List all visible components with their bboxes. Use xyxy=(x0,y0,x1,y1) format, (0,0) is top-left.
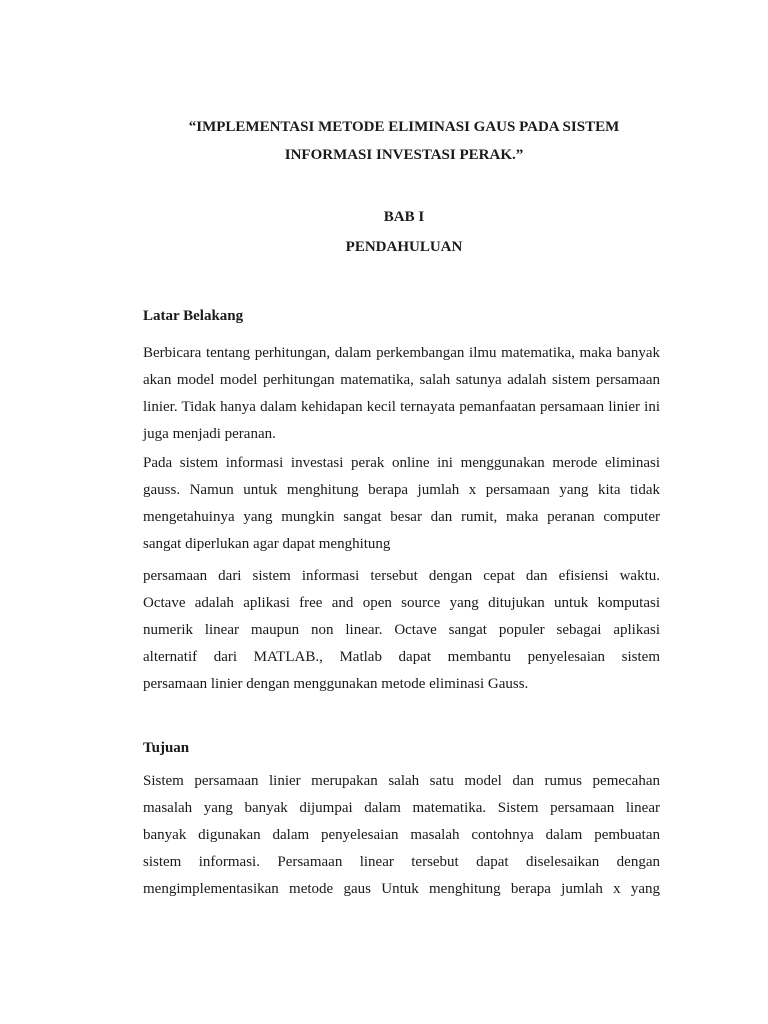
text-line: Octave adalah aplikasi free and open source yang ditujukan untuk komputasi xyxy=(143,595,660,611)
section-heading-latar-belakang: Latar Belakang xyxy=(143,308,244,324)
title-line: INFORMASI INVESTASI PERAK.” xyxy=(284,147,524,163)
text-line: linier. Tidak hanya dalam kehidapan kecil ternayata pemanfaatan persamaan linier ini xyxy=(143,399,660,415)
text-line: banyak digunakan dalam penyelesaian masalah contohnya dalam pembuatan xyxy=(143,827,660,843)
text-line: gauss. Namun untuk menghitung berapa jumlah x persamaan yang kita tidak xyxy=(143,482,660,498)
text-line: numerik linear maupun non linear. Octave sangat populer sebagai aplikasi xyxy=(143,622,660,638)
text-line: akan model model perhitungan matematika, salah satunya adalah sistem persamaan xyxy=(143,372,660,388)
text-line: Sistem persamaan linier merupakan salah satu model dan rumus pemecahan xyxy=(143,773,660,789)
chapter-heading xyxy=(120,202,688,262)
text-line: mengetahuinya yang mungkin sangat besar dan rumit, maka peranan computer xyxy=(143,509,660,525)
text-line: Pada sistem informasi investasi perak online ini menggunakan merode eliminasi xyxy=(143,455,660,471)
text-line: sistem informasi. Persamaan linear tersebut dapat diselesaikan dengan xyxy=(143,854,660,870)
paragraph xyxy=(143,340,660,448)
chapter-title: PENDAHULUAN xyxy=(345,239,463,255)
document-title xyxy=(120,113,688,169)
text-line: juga menjadi peranan. xyxy=(143,426,276,442)
paragraph xyxy=(143,768,660,903)
text-line: mengimplementasikan metode gaus Untuk menghitung berapa jumlah x yang xyxy=(143,881,660,897)
section-heading-tujuan: Tujuan xyxy=(143,740,190,756)
chapter-number: BAB I xyxy=(383,209,425,225)
text-line: Berbicara tentang perhitungan, dalam perkembangan ilmu matematika, maka banyak xyxy=(143,345,660,361)
text-line: sangat diperlukan agar dapat menghitung xyxy=(143,536,391,552)
paragraph xyxy=(143,563,660,698)
text-line: alternatif dari MATLAB., Matlab dapat membantu penyelesaian sistem xyxy=(143,649,660,665)
text-line: masalah yang banyak dijumpai dalam matematika. Sistem persamaan linear xyxy=(143,800,660,816)
text-line: persamaan linier dengan menggunakan metode eliminasi Gauss. xyxy=(143,676,529,692)
title-line: “IMPLEMENTASI METODE ELIMINASI GAUS PADA SISTEM xyxy=(188,119,620,135)
text-line: persamaan dari sistem informasi tersebut dengan cepat dan efisiensi waktu. xyxy=(143,568,660,584)
paragraph xyxy=(143,450,660,558)
